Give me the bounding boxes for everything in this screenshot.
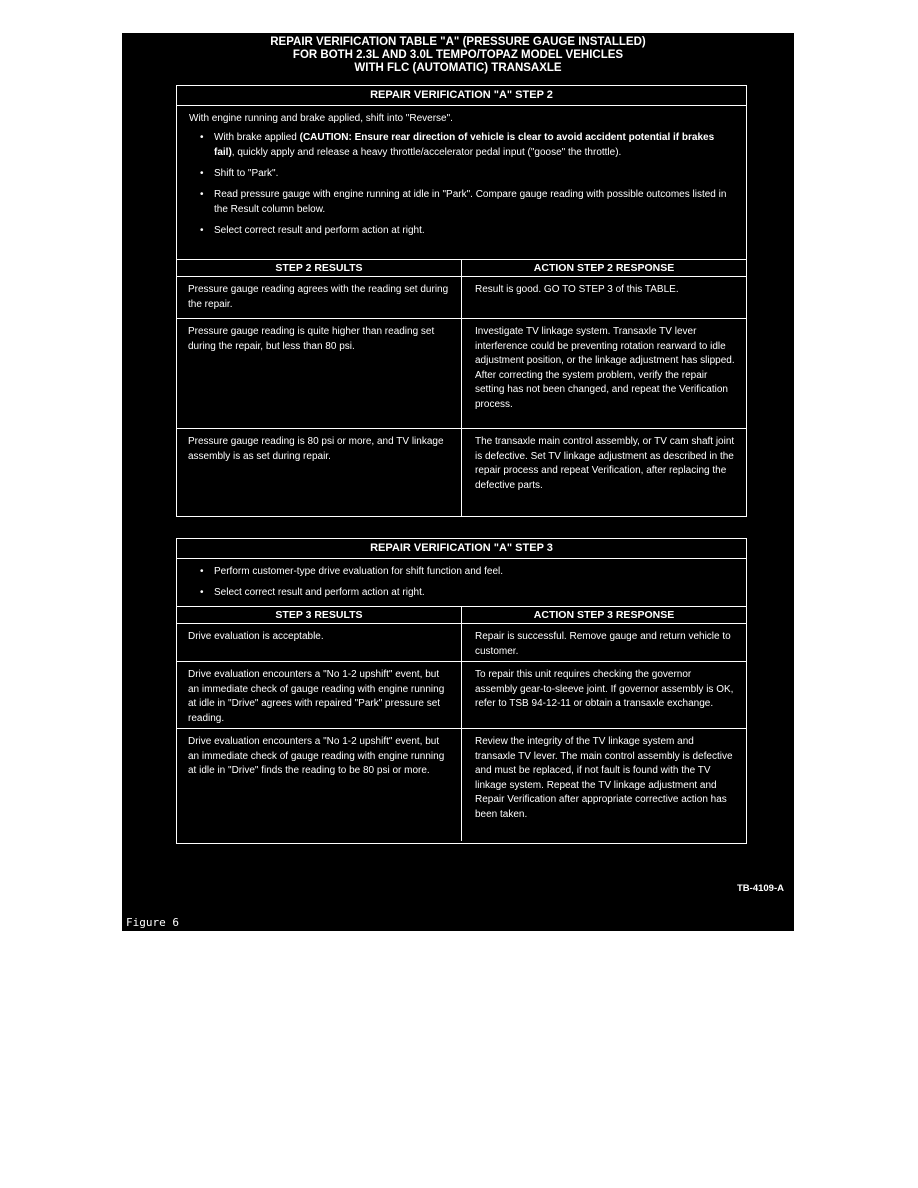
result-cell: Pressure gauge reading agrees with the reading set during the repair. [177, 277, 462, 318]
action-cell: To repair this unit requires checking the governor assembly gear-to-sleeve joint. If governor assembly is OK, refer to TSB 94-12-11 or obtain a transaxle exchange. [475, 669, 734, 709]
step-3-action-header: ACTION STEP 3 RESPONSE [533, 609, 675, 621]
step-2-bullet-2: • Shift to "Park". [189, 166, 736, 181]
step-2-instructions [177, 106, 746, 260]
table-row [177, 662, 746, 729]
table-row [177, 429, 746, 517]
step-2-section [176, 85, 747, 517]
result-cell: Pressure gauge reading is quite higher than reading set during the repair, but less than 80 psi. [177, 319, 462, 428]
table-title [122, 36, 794, 75]
document-code: TB-4109-A [737, 883, 784, 894]
step-3-instructions [177, 559, 746, 607]
step-2-action-header: ACTION STEP 2 RESPONSE [533, 262, 675, 274]
bullet-text: , quickly apply and release a heavy throttle/accelerator pedal input ("goose" the throttle). [231, 147, 622, 158]
step-2-bullet-1 [189, 130, 736, 160]
step-3-bullet-1: • Perform customer-type drive evaluation for shift function and feel. [189, 564, 736, 579]
table-row [177, 319, 746, 429]
table-row [177, 624, 746, 662]
step-3-bullet-list [189, 564, 736, 600]
step-3-section [176, 538, 747, 844]
step-2-results-table [177, 260, 746, 517]
result-cell: Drive evaluation encounters a "No 1-2 upshift" event, but an immediate check of gauge reading with engine running at idle in "Drive" finds the reading to be 80 psi or more. [177, 729, 462, 841]
step-2-bullet-3: • Read pressure gauge with engine running at idle in "Park". Compare gauge reading with possible outcomes listed in the Result column below. [189, 187, 736, 217]
figure-image [122, 33, 794, 931]
action-cell: The transaxle main control assembly, or TV cam shaft joint is defective. Set TV linkage adjustment as described in the repair process and repeat Verification, after replacing the defective parts. [475, 436, 735, 491]
action-cell: Result is good. GO TO STEP 3 of this TABLE. [475, 284, 679, 295]
result-cell: Drive evaluation is acceptable. [177, 624, 462, 661]
action-cell: Repair is successful. Remove gauge and return vehicle to customer. [475, 631, 731, 657]
title-line-3: WITH FLC (AUTOMATIC) TRANSAXLE [354, 62, 562, 74]
table-row [177, 277, 746, 319]
bullet-text: With brake applied [214, 132, 300, 143]
action-cell: Investigate TV linkage system. Transaxle TV lever interference could be preventing rotation rearward to idle adjustment position, or the linkage adjustment has slipped. After correcting the system problem, verify the repair setting has not been changed, and repeat the Verification process. [475, 326, 735, 410]
table-row [177, 729, 746, 841]
step-2-heading: REPAIR VERIFICATION "A" STEP 2 [177, 86, 746, 106]
result-cell: Drive evaluation encounters a "No 1-2 upshift" event, but an immediate check of gauge reading with engine running at idle in "Drive" agrees with repaired "Park" pressure set reading. [177, 662, 462, 728]
step-3-results-table [177, 607, 746, 841]
step-3-bullet-2: • Select correct result and perform action at right. [189, 585, 736, 600]
caution-text: (CAUTION: Ensure rear direction of vehicle is clear to avoid accident potential if brakes fail) [214, 132, 715, 158]
step-2-bullet-4: • Select correct result and perform action at right. [189, 223, 736, 238]
result-cell: Pressure gauge reading is 80 psi or more, and TV linkage assembly is as set during repair. [177, 429, 462, 517]
step-2-bullet-list [189, 130, 736, 238]
step-3-results-header: STEP 3 RESULTS [177, 607, 462, 623]
table-header-row [177, 260, 746, 277]
title-line-2: FOR BOTH 2.3L AND 3.0L TEMPO/TOPAZ MODEL VEHICLES [292, 49, 624, 61]
figure-caption: Figure 6 [126, 916, 179, 929]
step-2-results-header: STEP 2 RESULTS [177, 260, 462, 276]
step-3-heading: REPAIR VERIFICATION "A" STEP 3 [177, 539, 746, 559]
table-header-row [177, 607, 746, 624]
title-line-1: REPAIR VERIFICATION TABLE "A" (PRESSURE GAUGE INSTALLED) [270, 36, 646, 48]
step-2-intro: With engine running and brake applied, shift into "Reverse". [189, 113, 453, 124]
action-cell: Review the integrity of the TV linkage system and transaxle TV lever. The main control assembly is defective and must be replaced, if not fault is found with the TV linkage system. Repeat the TV linkage adjustment and Repair Verification after appropriate corrective action has been taken. [475, 736, 733, 820]
